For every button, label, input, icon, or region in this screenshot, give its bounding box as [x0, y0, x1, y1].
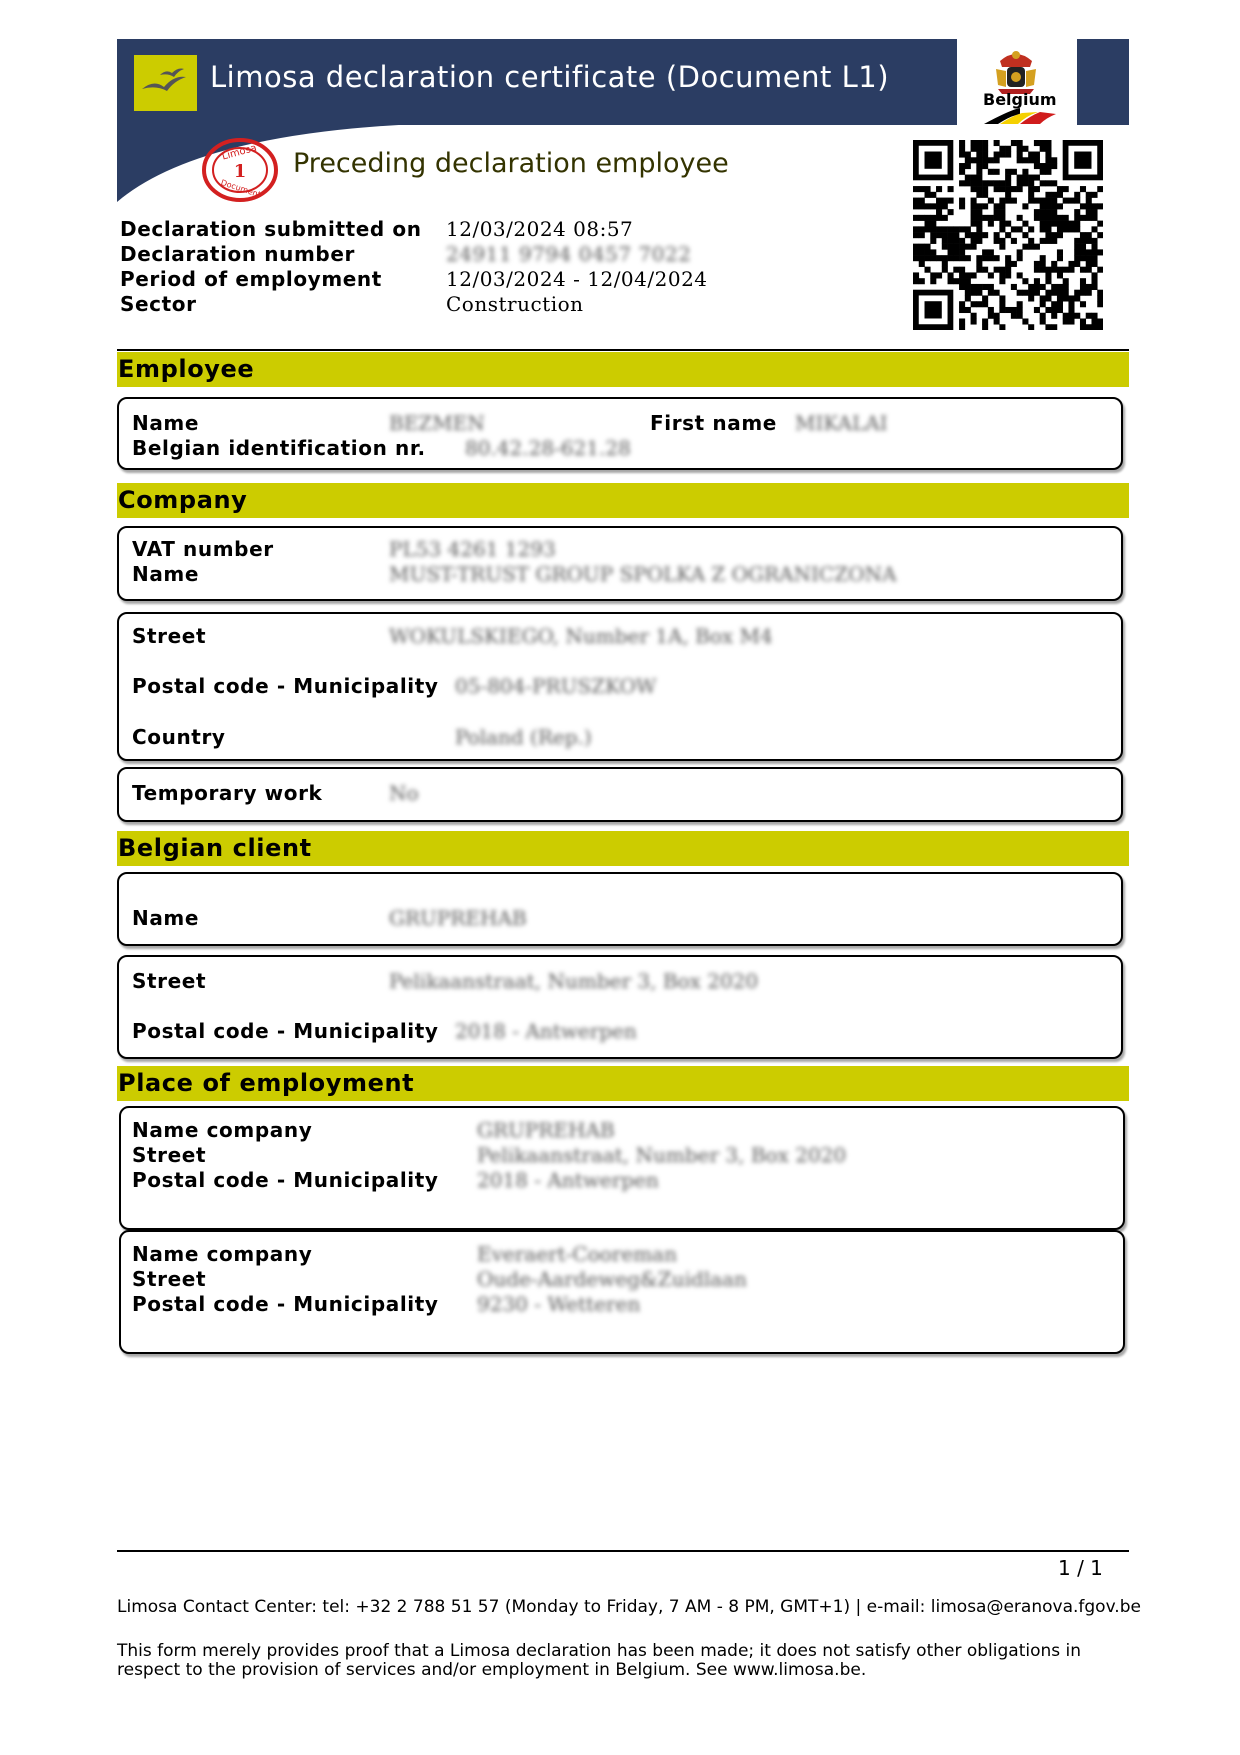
limosa-birds-logo-icon — [134, 55, 197, 111]
employee-first-name-label: First name — [650, 411, 777, 435]
limosa-logo — [134, 55, 197, 111]
place-postal-value: 9230 - Wetteren — [477, 1292, 641, 1316]
meta-divider — [117, 349, 1129, 351]
client-name-value: GRUPREHAB — [389, 906, 527, 930]
period-value: 12/03/2024 - 12/04/2024 — [446, 267, 708, 291]
company-id-box — [117, 526, 1123, 601]
employee-first-name-value: MIKALAI — [795, 411, 888, 435]
temporary-work-value: No — [389, 781, 419, 805]
place-company-value: GRUPREHAB — [477, 1118, 615, 1142]
place-item — [119, 1230, 1125, 1354]
employee-box — [117, 397, 1123, 470]
declaration-subtitle: Preceding declaration employee — [293, 148, 729, 179]
place-company-label: Name company — [132, 1118, 313, 1142]
place-item — [119, 1106, 1125, 1230]
client-street-value: Pelikaanstraat, Number 3, Box 2020 — [389, 969, 759, 993]
employee-name-label: Name — [132, 411, 200, 435]
place-section-title: Place of employment — [118, 1069, 415, 1097]
place-street-label: Street — [132, 1143, 207, 1167]
client-name-box — [117, 872, 1123, 946]
place-postal-value: 2018 - Antwerpen — [477, 1168, 659, 1192]
belgian-id-value: 80.42.28-621.28 — [465, 436, 631, 460]
temporary-work-box — [117, 767, 1123, 822]
employee-name-value: BEZMEN — [389, 411, 485, 435]
place-postal-label: Postal code - Municipality — [132, 1292, 439, 1316]
company-section-title: Company — [118, 486, 248, 514]
client-name-label: Name — [132, 906, 200, 930]
place-street-value: Pelikaanstraat, Number 3, Box 2020 — [477, 1143, 847, 1167]
page-number: 1 / 1 — [1058, 1556, 1103, 1580]
place-company-label: Name company — [132, 1242, 313, 1266]
limosa-stamp-icon — [200, 138, 280, 202]
company-street-value: WOKULSKIEGO, Number 1A, Box M4 — [389, 624, 773, 648]
declaration-number-value: 24911 9794 0457 7022 — [446, 242, 692, 266]
footer-divider — [117, 1550, 1129, 1552]
sector-label: Sector — [120, 292, 197, 316]
client-street-label: Street — [132, 969, 207, 993]
client-postal-value: 2018 - Antwerpen — [455, 1019, 637, 1043]
belgian-coat-of-arms-icon — [990, 47, 1042, 95]
company-street-label: Street — [132, 624, 207, 648]
declaration-number-label: Declaration number — [120, 242, 355, 266]
belgian-flag-swoosh — [980, 108, 1060, 124]
sector-value: Construction — [446, 292, 584, 316]
temporary-work-label: Temporary work — [132, 781, 323, 805]
disclaimer-text: This form merely provides proof that a Limosa declaration has been made; it does not satisfy other obligations in respect to the provision of services and/or employment in Belgium. See www.limosa.be. — [117, 1641, 1082, 1680]
client-section-bar — [117, 831, 1129, 866]
stamp-text-number: 1 — [233, 161, 247, 182]
client-postal-label: Postal code - Municipality — [132, 1019, 439, 1043]
vat-number-label: VAT number — [132, 537, 274, 561]
submitted-value: 12/03/2024 08:57 — [446, 217, 634, 241]
company-name-label: Name — [132, 562, 200, 586]
period-label: Period of employment — [120, 267, 382, 291]
place-section-bar — [117, 1066, 1129, 1101]
belgian-id-label: Belgian identification nr. — [132, 436, 426, 460]
stamp-text-top: Limosa — [220, 142, 258, 163]
belgium-label: Belgium — [983, 90, 1057, 109]
place-company-value: Everaert-Cooreman — [477, 1242, 677, 1266]
certificate-title: Limosa declaration certificate (Document L1) — [210, 60, 890, 94]
vat-number-value: PL53 4261 1293 — [389, 537, 556, 561]
company-section-bar — [117, 483, 1129, 518]
employee-section-bar — [117, 352, 1129, 387]
company-postal-label: Postal code - Municipality — [132, 674, 439, 698]
employee-section-title: Employee — [118, 355, 255, 383]
client-address-box — [117, 955, 1123, 1059]
place-street-value: Oude-Aardeweg&Zuidlaan — [477, 1267, 747, 1291]
submitted-label: Declaration submitted on — [120, 217, 422, 241]
place-postal-label: Postal code - Municipality — [132, 1168, 439, 1192]
company-postal-value: 05-804-PRUSZKOW — [455, 674, 657, 698]
place-street-label: Street — [132, 1267, 207, 1291]
company-country-label: Country — [132, 725, 226, 749]
company-name-value: MUST-TRUST GROUP SPOLKA Z OGRANICZONA — [389, 562, 897, 586]
company-country-value: Poland (Rep.) — [455, 725, 592, 749]
client-section-title: Belgian client — [118, 834, 312, 862]
contact-center-line: Limosa Contact Center: tel: +32 2 788 51 57 (Monday to Friday, 7 AM - 8 PM, GMT+1) | e-mail: limosa@eranova.fgov.be — [117, 1597, 1141, 1617]
qr-code-icon — [913, 140, 1103, 330]
company-address-box — [117, 612, 1123, 761]
stamp-text-bottom: Document — [219, 177, 262, 200]
